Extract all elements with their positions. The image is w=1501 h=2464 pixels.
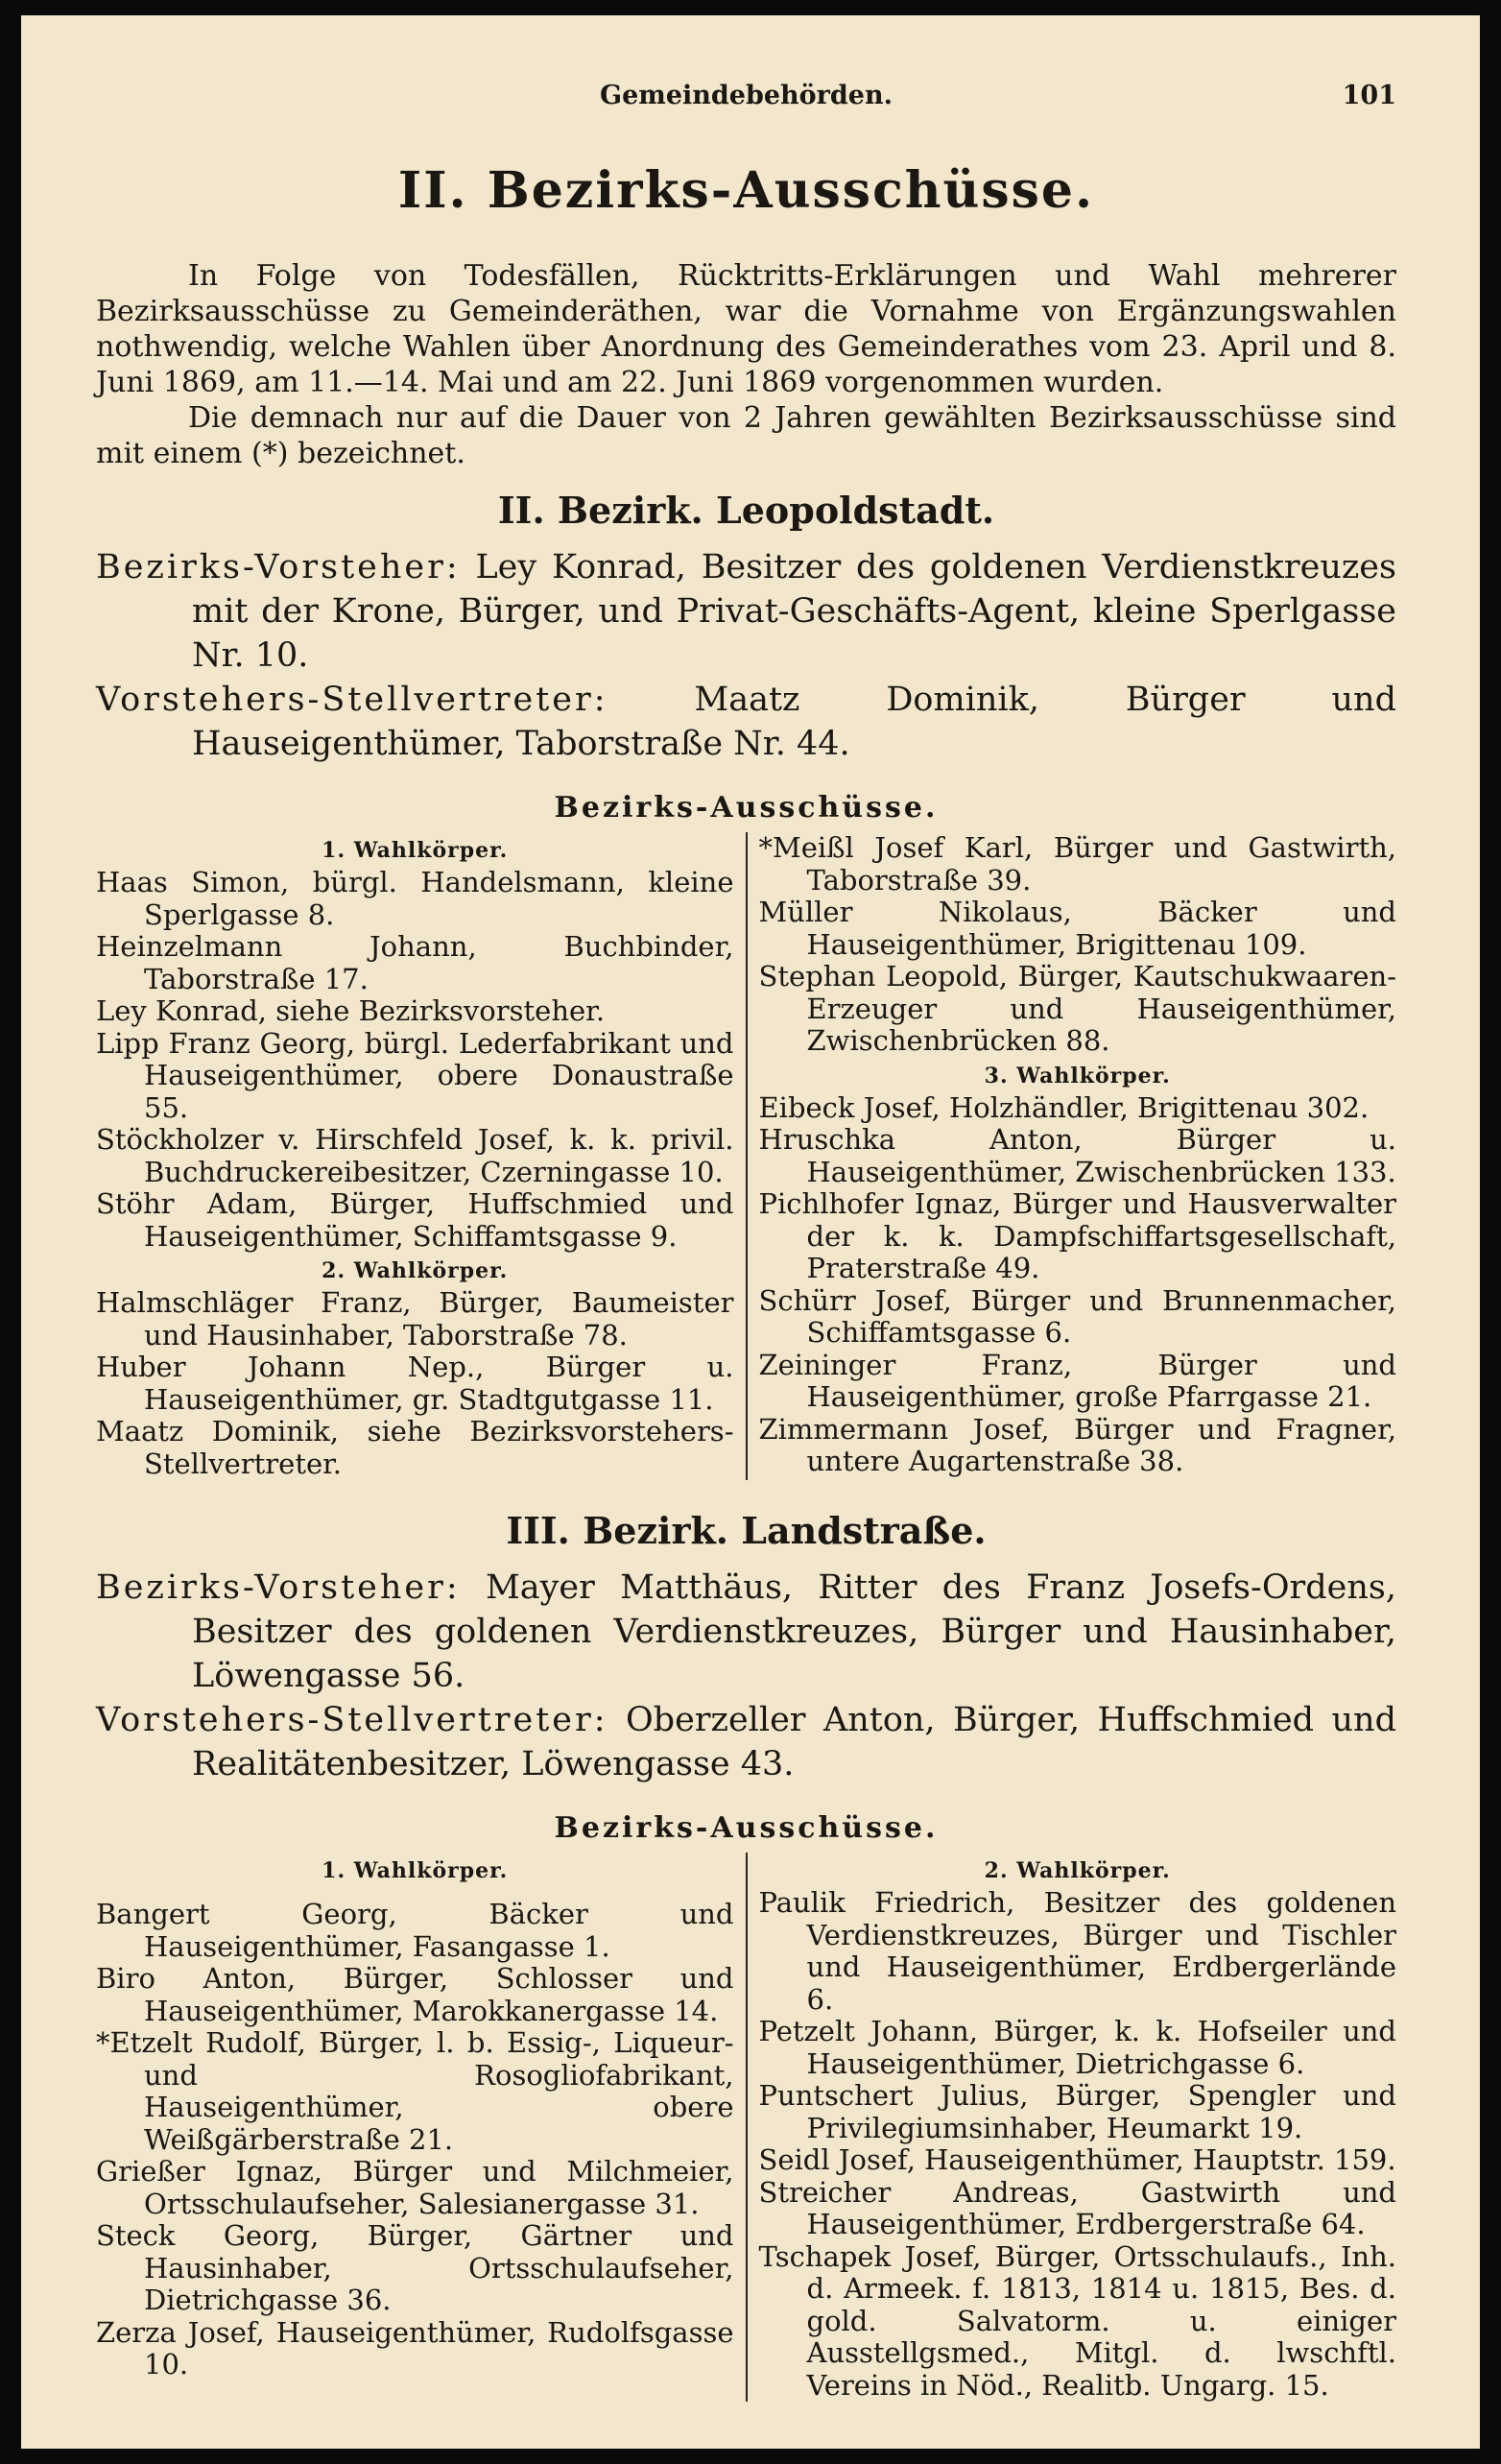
- section-title: II. Bezirks-Ausschüsse.: [397, 161, 1095, 220]
- page-content: [96, 63, 1396, 2402]
- member-entry: Tschapek Josef, Bürger, Ortsschulaufs., Inh. d. Armeek. f. 1813, 1814 u. 1815, Bes. d. gold. Salvatorm. u. einiger Ausstellgsmed., Mitgl. d. lwschftl. Vereins in Nöd., Realitb. Ungarg. 15.: [758, 2239, 1396, 2402]
- district-landstrasse: [96, 1509, 1396, 2402]
- member-entry: Eibeck Josef, Holzhändler, Brigittenau 302.: [758, 1090, 1370, 1124]
- member-entry: Bangert Georg, Bäcker und Hauseigenthümer, Fasangasse 1.: [96, 1898, 734, 1963]
- book-page: [21, 15, 1480, 2449]
- committee-columns: [96, 832, 1396, 1480]
- member-entry: Petzelt Johann, Bürger, k. k. Hofseiler und Hauseigenthümer, Dietrichgasse 6.: [758, 2015, 1396, 2080]
- officer-text: Mayer Matthäus, Ritter des Franz Josefs-Ordens, Besitzer des goldenen Verdienstkreuzes, Bürger und Hausinhaber, Löwengasse 56.: [192, 1568, 1396, 1695]
- member-entry: Biro Anton, Bürger, Schlosser und Hauseigenthümer, Marokkanergasse 14.: [96, 1962, 734, 2027]
- member-entry: Paulik Friedrich, Besitzer des goldenen Verdienstkreuzes, Bürger und Tischler und Hauseigenthümer, Erdbergerlände 6.: [758, 1886, 1396, 2016]
- electoral-group-head: 2. Wahlkörper.: [984, 1858, 1171, 1883]
- officer-role: Bezirks-Vorsteher:: [96, 1568, 461, 1607]
- member-entry: Halmschläger Franz, Bürger, Baumeister und Hausinhaber, Taborstraße 78.: [96, 1286, 734, 1352]
- member-entry: Ley Konrad, siehe Bezirksvorsteher.: [96, 994, 606, 1027]
- member-entry: Heinzelmann Johann, Buchbinder, Taborstraße 17.: [96, 930, 734, 995]
- officer-text: Ley Konrad, Besitzer des goldenen Verdienstkreuzes mit der Krone, Bürger, und Privat-Geschäfts-Agent, kleine Sperlgasse Nr. 10.: [192, 548, 1396, 675]
- member-entry: Grießer Ignaz, Bürger und Milchmeier, Ortsschulaufseher, Salesianergasse 31.: [96, 2155, 734, 2220]
- member-entry: Stephan Leopold, Bürger, Kautschukwaaren-Erzeuger und Hauseigenthümer, Zwischenbrücken 88.: [758, 960, 1396, 1057]
- electoral-group-head: 1. Wahlkörper.: [322, 1858, 509, 1883]
- left-column: [96, 832, 748, 1480]
- electoral-group-head: 3. Wahlkörper.: [984, 1063, 1171, 1088]
- member-entry: Zimmermann Josef, Bürger und Fragner, untere Augartenstraße 38.: [758, 1412, 1396, 1477]
- district-title: III. Bezirk. Landstraße.: [506, 1509, 987, 1552]
- intro-paragraph: Die demnach nur auf die Dauer von 2 Jahren gewählten Bezirksausschüsse sind mit einem (*) bezeichnet.: [96, 401, 1396, 470]
- member-entry: Lipp Franz Georg, bürgl. Lederfabrikant und Hauseigenthümer, obere Donaustraße 55.: [96, 1026, 734, 1124]
- electoral-group-head: 1. Wahlkörper.: [322, 838, 509, 863]
- committee-title: Bezirks-Ausschüsse.: [554, 791, 939, 825]
- member-entry: Schürr Josef, Bürger und Brunnenmacher, Schiffamtsgasse 6.: [758, 1283, 1396, 1349]
- member-entry: Maatz Dominik, siehe Bezirksvorstehers-Stellvertreter.: [96, 1415, 734, 1480]
- district-deputy: [96, 678, 1396, 766]
- officer-text: Oberzeller Anton, Bürger, Huffschmied und Realitätenbesitzer, Löwengasse 43.: [192, 1701, 1396, 1783]
- district-deputy: [96, 1698, 1396, 1786]
- district-chair: [96, 545, 1396, 678]
- left-column: [96, 1853, 748, 2402]
- officer-role: Vorstehers-Stellvertreter:: [96, 681, 608, 719]
- committee-title: Bezirks-Ausschüsse.: [554, 1811, 939, 1845]
- electoral-group-head: 2. Wahlkörper.: [322, 1258, 509, 1283]
- intro-text: [96, 258, 1396, 471]
- member-entry: *Meißl Josef Karl, Bürger und Gastwirth, Taborstraße 39.: [758, 831, 1396, 897]
- member-entry: Stöckholzer v. Hirschfeld Josef, k. k. privil. Buchdruckereibesitzer, Czerningasse 10.: [96, 1123, 734, 1188]
- member-entry: Haas Simon, bürgl. Handelsmann, kleine Sperlgasse 8.: [96, 866, 734, 931]
- district-leopoldstadt: [96, 489, 1396, 1480]
- officer-text: Maatz Dominik, Bürger und Hauseigenthümer, Taborstraße Nr. 44.: [192, 681, 1396, 763]
- intro-paragraph: In Folge von Todesfällen, Rücktritts-Erklärungen und Wahl mehrerer Bezirksausschüsse zu Gemeinderäthen, war die Vornahme von Ergänzungswahlen nothwendig, welche Wahlen über Anordnung des Gemeinderathes vom 23. April und 8. Juni 1869, am 11.—14. Mai und am 22. Juni 1869 vorgenommen wurden.: [96, 259, 1396, 399]
- member-entry: Hruschka Anton, Bürger u. Hauseigenthümer, Zwischenbrücken 133.: [758, 1123, 1396, 1188]
- district-chair: [96, 1566, 1396, 1698]
- running-title: Gemeindebehörden.: [600, 81, 893, 110]
- member-entry: Pichlhofer Ignaz, Bürger und Hausverwalter der k. k. Dampfschiffartsgesellschaft, Praterstraße 49.: [758, 1187, 1396, 1284]
- page-number: 101: [1342, 81, 1396, 110]
- member-entry: Zerza Josef, Hauseigenthümer, Rudolfsgasse 10.: [96, 2315, 734, 2380]
- page-header: [96, 63, 1396, 121]
- member-entry: *Etzelt Rudolf, Bürger, l. b. Essig-, Liqueur- und Rosogliofabrikant, Hauseigenthümer, obere Weißgärberstraße 21.: [96, 2026, 734, 2156]
- committee-columns: [96, 1853, 1396, 2402]
- member-entry: Stöhr Adam, Bürger, Huffschmied und Hauseigenthümer, Schiffamtsgasse 9.: [96, 1187, 734, 1253]
- member-entry: Steck Georg, Bürger, Gärtner und Hausinhaber, Ortsschulaufseher, Dietrichgasse 36.: [96, 2219, 734, 2316]
- member-entry: Puntschert Julius, Bürger, Spengler und Privilegiumsinhaber, Heumarkt 19.: [758, 2079, 1396, 2144]
- member-entry: Huber Johann Nep., Bürger u. Hauseigenthümer, gr. Stadtgutgasse 11.: [96, 1351, 734, 1416]
- member-entry: Müller Nikolaus, Bäcker und Hauseigenthümer, Brigittenau 109.: [758, 896, 1396, 961]
- officer-role: Bezirks-Vorsteher:: [96, 548, 461, 586]
- member-entry: Streicher Andreas, Gastwirth und Hauseigenthümer, Erdbergerstraße 64.: [758, 2175, 1396, 2240]
- member-entry: Zeininger Franz, Bürger und Hauseigenthümer, große Pfarrgasse 21.: [758, 1348, 1396, 1413]
- officer-role: Vorstehers-Stellvertreter:: [96, 1701, 608, 1739]
- right-column: [748, 832, 1397, 1480]
- district-title: II. Bezirk. Leopoldstadt.: [497, 489, 995, 532]
- right-column: [748, 1853, 1397, 2402]
- member-entry: Seidl Josef, Hauseigenthümer, Hauptstr. 159.: [758, 2143, 1396, 2176]
